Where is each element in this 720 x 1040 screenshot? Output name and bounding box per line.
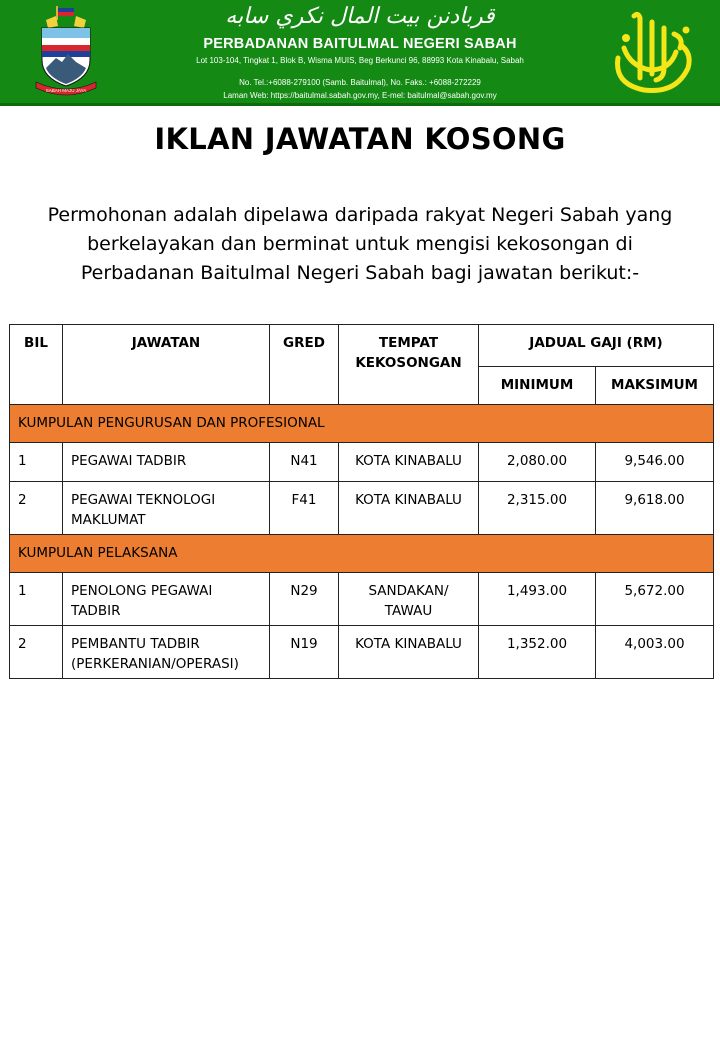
cell-gred: N41: [270, 443, 339, 482]
cell-max: 9,546.00: [596, 443, 714, 482]
col-header-gred: GRED: [270, 325, 339, 405]
table-header-row: [10, 325, 714, 367]
col-header-minimum: MINIMUM: [479, 367, 596, 405]
cell-min: 1,493.00: [479, 573, 596, 626]
vacancy-table: [9, 324, 714, 679]
table-row: [10, 626, 714, 679]
org-web-email[interactable]: Laman Web: https://baitulmal.sabah.gov.my, E-mel: baitulmal@sabah.gov.my: [223, 91, 497, 100]
col-header-tempat: TEMPAT KEKOSONGAN: [339, 325, 479, 405]
org-name: PERBADANAN BAITULMAL NEGERI SABAH: [203, 36, 517, 52]
header-banner: [0, 0, 720, 106]
cell-jawatan: PEMBANTU TADBIR (PERKERANIAN/OPERASI): [63, 626, 270, 679]
cell-max: 9,618.00: [596, 482, 714, 535]
cell-gred: F41: [270, 482, 339, 535]
cell-tempat: KOTA KINABALU: [339, 443, 479, 482]
cell-jawatan: PENOLONG PEGAWAI TADBIR: [63, 573, 270, 626]
cell-jawatan: PEGAWAI TEKNOLOGI MAKLUMAT: [63, 482, 270, 535]
cell-bil: 1: [10, 573, 63, 626]
jawi-org-name: قربادنن بيت المال نكري سابه: [225, 4, 495, 29]
cell-tempat: KOTA KINABALU: [339, 626, 479, 679]
cell-max: 5,672.00: [596, 573, 714, 626]
group-row: [10, 405, 714, 443]
cell-bil: 2: [10, 626, 63, 679]
group-label: KUMPULAN PELAKSANA: [10, 535, 714, 573]
cell-max: 4,003.00: [596, 626, 714, 679]
org-contact: No. Tel.:+6088-279100 (Samb. Baitulmal), No. Faks.: +6088-272229: [239, 78, 481, 87]
baitulmal-calligraphy-logo-icon: [604, 8, 696, 100]
cell-tempat: KOTA KINABALU: [339, 482, 479, 535]
intro-paragraph: Permohonan adalah dipelawa daripada rakyat Negeri Sabah yang berkelayakan dan berminat untuk mengisi kekosongan di Perbadanan Baitulmal Negeri Sabah bagi jawatan berikut:-: [47, 204, 673, 284]
cell-jawatan: PEGAWAI TADBIR: [63, 443, 270, 482]
col-header-jawatan: JAWATAN: [63, 325, 270, 405]
page-title: IKLAN JAWATAN KOSONG: [154, 122, 566, 156]
table-row: [10, 573, 714, 626]
group-label: KUMPULAN PENGURUSAN DAN PROFESIONAL: [10, 405, 714, 443]
table-row: [10, 443, 714, 482]
col-header-maksimum: MAKSIMUM: [596, 367, 714, 405]
org-address: Lot 103-104, Tingkat 1, Blok B, Wisma MUIS, Beg Berkunci 96, 88993 Kota Kinabalu, Sabah: [196, 56, 524, 65]
cell-tempat: SANDAKAN/ TAWAU: [339, 573, 479, 626]
cell-bil: 2: [10, 482, 63, 535]
sabah-crest-icon: [32, 6, 100, 98]
table-row: [10, 482, 714, 535]
cell-min: 1,352.00: [479, 626, 596, 679]
col-header-jadual-gaji: JADUAL GAJI (RM): [479, 325, 714, 367]
cell-min: 2,315.00: [479, 482, 596, 535]
cell-min: 2,080.00: [479, 443, 596, 482]
cell-bil: 1: [10, 443, 63, 482]
group-row: [10, 535, 714, 573]
cell-gred: N29: [270, 573, 339, 626]
svg-text:SABAH MAJU JAYA: SABAH MAJU JAYA: [45, 88, 87, 93]
col-header-bil: BIL: [10, 325, 63, 405]
cell-gred: N19: [270, 626, 339, 679]
